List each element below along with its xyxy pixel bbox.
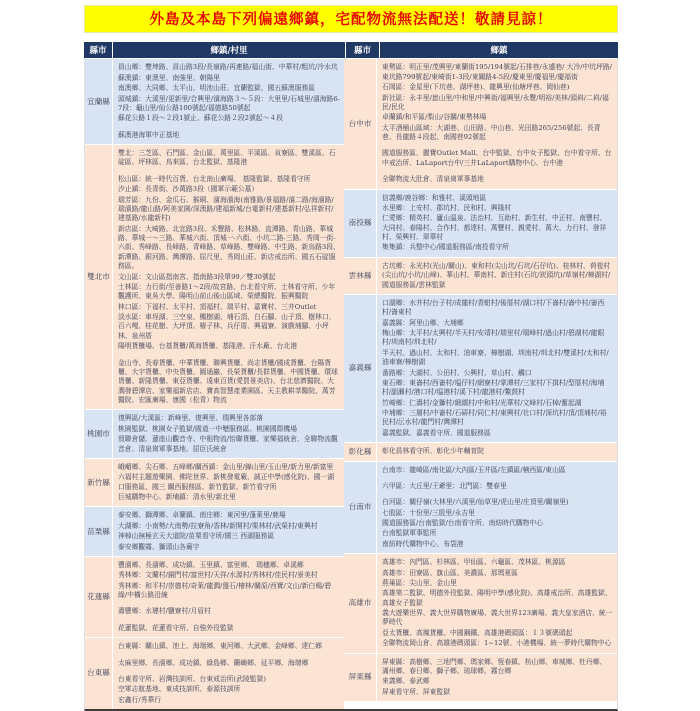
entry-line: 秀林鄉：和平村/崇德村/奇萊/龍澗/盤石/檜林/關原/西寶/文山/新白楊/碧綠/中橫公路沿線 xyxy=(118,581,332,600)
county-section xyxy=(344,442,617,460)
entry-spacer xyxy=(118,125,340,130)
entry-spacer xyxy=(382,169,613,174)
entry-line: 嘉義縣：阿里山鄉、大埔鄉 xyxy=(382,318,464,327)
entry-spacer xyxy=(118,353,340,358)
county-label: 新竹縣 xyxy=(85,459,113,507)
county-label: 嘉義縣 xyxy=(344,295,377,442)
entry-spacer xyxy=(382,476,613,481)
entry-line: 泰安鄉、獅潭鄉、卓蘭鎮、南庄鄉：東河里/蓬萊里/鹿場 xyxy=(118,511,286,520)
entry-line: 文山區：文山區指南宮、指南路3段單99／雙30號起 xyxy=(118,272,276,281)
entry-spacer xyxy=(382,492,613,497)
county-section xyxy=(85,506,344,556)
entry-line: 大湖鄉：小南勢/大南勢/拉寮角/香林/新開村/栗林村/武榮村/東興村 xyxy=(118,521,318,530)
notice-table xyxy=(84,5,618,711)
county-label: 台南市 xyxy=(344,462,377,554)
entry-line: 神棹山無極玄天大道院/苗栗看守所/國三 西湖服務區 xyxy=(118,532,275,541)
entry-line: 六福村主題遊樂園、佛陀世界、新桃發電廠、誠正中學(感化院)、國一湖口服務區、國三 關西服務區、新竹監獄、新竹看守所 xyxy=(118,473,335,491)
header-township-left: 鄉鎮/村里 xyxy=(113,42,346,58)
entry-line: 陽明貨櫃場、台基貨櫃/萬海貨櫃、基隆港、汙水廠、台北港 xyxy=(118,342,298,351)
entry-line: 太麻里鄉、長濱鄉、成功鎮、綠島鄉、蘭嶼鄉、延平鄉、海端鄉 xyxy=(118,658,309,667)
entry-list xyxy=(113,145,344,409)
entry-line: 口湖鄉：水井村/台子村/成龍村/青蚶村/後厝村/湖口村/下崙村/崙中村/崙西村/崙東村 xyxy=(382,298,605,317)
entry-line: 屏東縣：高樹鄉、三地門鄉、瑪家鄉、恆春鎮、枋山鄉、車城鄉、牡丹鄉、滿州鄉、春日鄉、獅子鄉、琉球鄉、霧台鄉 xyxy=(382,657,607,675)
table-header xyxy=(84,42,618,58)
entry-line: 峨嵋鄉、尖石鄉、五峰鄉/關西鎮：金山里/錦山里/玉山里/新力里/新富里 xyxy=(118,462,334,471)
entry-line: 台東看守所、岩灣技訓所、台東戒治所(武陵監獄) xyxy=(118,674,267,683)
entry-line: 番路鄉：大湖村、公田村、公興村、草山村、觸口 xyxy=(382,368,532,377)
county-section xyxy=(344,189,617,257)
entry-line: 台南市：龍崎區/南化區/大內區/玉井區/左鎮區/楠西區/東山區 xyxy=(382,465,566,474)
header-county-left: 縣市 xyxy=(84,42,113,58)
entry-line: 集集鎮：兵整中心/國道服務區/南投看守所 xyxy=(382,243,509,252)
entry-line: 古坑鄉：永光村(光山/關山)、東和村(尖山坑/石坑/石仔坑)、桂林村、荷苞村(尖山坑/小坑/山峰)、華山村、華南村、新庄村(石坑/崁頭坑)/草嶺村/樟湖村/國道服務區/雲林監獄 xyxy=(382,261,611,289)
county-label: 雙北市 xyxy=(85,145,113,409)
entry-line: 梅山鄉：太平村/太興村/半天村/安靖村/瑞里村/瑞峰村/過山村/碧湖村/龍眼村/圳南村/圳北村/ xyxy=(382,329,605,347)
entry-line: 卓蘭鎮/和平區/梨山/谷關/東勢林場 xyxy=(382,113,487,122)
entry-line: 南澳鄉、大同鄉、太平山、明池山莊、宜蘭監獄、國五蘇澳服務區 xyxy=(118,84,316,93)
entry-line: 全聯物流大肚倉、清泉崗軍事基地 xyxy=(382,175,484,184)
entry-line: 國道服務區、麗寶Outlet Mall、台中監獄、台中女子監獄、台中看守所、台中戒治所、LaLaport台中/三井LaLaport購物中心、台中港 xyxy=(382,149,612,167)
entry-line: 宏鑫行/秀華行 xyxy=(118,695,162,704)
county-label: 台東縣 xyxy=(85,638,113,709)
entry-line: 仁愛鄉：精英村、廬山溫泉、法治村、互助村、新生村、中正村、南豐村、大同村、春陽村、合作村、都達村、萬豐村、親愛村、萬大、力行村、發祥村、榮興村、翠華村 xyxy=(382,214,607,242)
entry-list xyxy=(377,295,617,442)
county-section xyxy=(344,257,617,294)
entry-list xyxy=(113,459,344,507)
header-township-right: 鄉鎮 xyxy=(490,46,508,57)
county-section xyxy=(344,653,617,702)
entry-line: 中埔鄉：三層村/中崙村/石硦村/同仁村/東興村/社口村/深坑村/頂/頂埔村/裕民村/沄水村/龍門村/灣潭村 xyxy=(382,409,607,427)
county-section xyxy=(85,458,344,507)
entry-line: 新店區：大崎路、北宜路3段、禾豐路、松林路、直潭路、青山路、華城路、華城一～三路、華城六街、頂城一-六街、小坑二路-三路、秀岡一街-六街、秀峰路、長峰路、青峰路、草峰路、雙峰路、中生路、新烏路3段、新潭路、銀河路、灣潭路、屈尺里、秀岡山莊、新店戒治所、國五石碇服務區。 xyxy=(118,224,340,271)
entry-line: 蘇澳港海軍中正基地 xyxy=(118,130,180,139)
entry-list xyxy=(113,59,344,144)
county-label: 彰化縣 xyxy=(344,443,377,460)
table-body xyxy=(84,58,618,711)
entry-line: 南紡時代購物中心、布袋港 xyxy=(382,539,464,548)
entry-line: 七股區：十份里/三股里/永吉里 xyxy=(382,508,475,517)
entry-list xyxy=(113,557,344,637)
entry-line: 泰安鄉觀霧、獅頭山各廟宇 xyxy=(118,542,200,551)
entry-line: 秀林鄉：文蘭村/銅門村/富世村/天祥/水源村/秀林村/佳民村/景美村 xyxy=(118,571,318,580)
entry-list xyxy=(113,507,344,556)
entry-line: 台南監獄軍事監所 xyxy=(382,529,437,538)
entry-line: 台東縣：關山鎮、池上、海端鄉、東河鄉、大武鄉、金峰鄉、達仁鄉 xyxy=(118,642,322,651)
entry-line: 貿聯倉儲、蓮座山觀音寺、中租物流/怡聯貨櫃、家樂福統倉、全聯物流觀音倉、清泉崗軍事基地、屈臣氏統倉 xyxy=(118,435,338,453)
entry-line: 復興區/大溪區：新峰里、復興里、瑞興里各部落 xyxy=(118,414,264,423)
entry-line: 彰化員林看守所、彰化少年輔育院 xyxy=(382,447,484,456)
entry-line: 亞太貨櫃、高鳳貨櫃、中國鋼鐵、高雄港碼頭區：１３號碼頭起 xyxy=(382,628,573,637)
entry-spacer xyxy=(118,669,340,674)
entry-line: 義大遊樂世界、義大世界購物廣場、義大世界123廣場、義大皇家酒店、統一夢時代 xyxy=(382,609,613,627)
county-label: 雲林縣 xyxy=(344,258,377,294)
entry-line: 桃園監獄、桃園女子監獄/國道一中壢服務區、桃園國際機場 xyxy=(118,424,298,433)
entry-line: 汐止鎮：長青街、沙萬路3段（國軍示範公墓） xyxy=(118,185,259,194)
entry-list xyxy=(377,462,617,554)
entry-line: 嘉義監獄、嘉義看守所、國道服務區 xyxy=(382,428,491,437)
entry-line: 半天村、過山村、太和村、油車寮、樟樹湖、圳南村/圳北村/雙溪村/太和村/油車寮/樟樹湖 xyxy=(382,348,609,367)
page-title: 外島及本島下列偏遠鄉鎮，宅配物流無法配送！敬請見諒！ xyxy=(84,5,618,33)
entry-line: 花蓮監獄、花蓮看守所、自強外役監獄 xyxy=(118,623,234,632)
county-label: 台中市 xyxy=(344,59,377,188)
county-label: 桃園市 xyxy=(85,410,113,458)
entry-line: 雙北：三芝區、石門區、金山區、萬里區、平溪區、貢寮區、雙溪區、石碇區、坪林區、烏來區、台北監獄、基隆港 xyxy=(118,149,336,167)
county-section xyxy=(344,553,617,652)
county-label: 高雄市 xyxy=(344,554,377,652)
entry-line: 壽豐鄉：水璉村/鹽寮村/月眉村 xyxy=(118,607,211,616)
entry-list xyxy=(377,190,617,257)
entry-line: 石岡區：金星里(下坑巷、湖坪巷)、龍興里(仙塘坪巷、岡仙巷) xyxy=(382,83,570,92)
county-section xyxy=(85,58,344,144)
entry-line: 豐濱鄉、長濱鄉、成功鎮、玉里鎮、富里鄉、 瑞穗鄉、卓溪鄉 xyxy=(118,560,304,569)
entry-list xyxy=(377,443,617,460)
entry-line: 高雄市：內門區、杉林區、甲仙區、六龜區、茂林區、桃源區 xyxy=(382,558,566,567)
entry-spacer xyxy=(118,601,340,606)
county-section xyxy=(344,58,617,188)
entry-line: 東勢區：明正里/茂興里/東蘭街195/194號起/石排巷/永盛巷/ 大冷/中坑坪路/東坑路799號起/東崎街1-3段/東關路4-5段/慶東里/慶福里/慶福街 xyxy=(382,63,612,81)
entry-line: 高雄市：田寮區、旗山區、美濃區、那瑪夏區 xyxy=(382,568,518,577)
entry-list xyxy=(113,638,344,709)
entry-line: 太平酒桶山區域：大湖巷、山田路、中山巷、光田路265/256號起、長青巷、長龍路４段起、南國巷92號起 xyxy=(382,123,601,142)
entry-spacer xyxy=(118,653,340,658)
county-section xyxy=(85,556,344,637)
entry-list xyxy=(377,554,617,652)
entry-spacer xyxy=(118,169,340,174)
entry-line: 新社區：永丰里/崑山里/中和里/中興街/福興里/永豐/明裕/美林/頭嵙/二嵙/福民/民化 xyxy=(382,93,609,111)
county-label: 屏東縣 xyxy=(344,654,377,702)
right-column xyxy=(344,58,617,701)
entry-list xyxy=(377,258,617,294)
entry-line: 燕巢區：尖山里、金山里 xyxy=(382,578,457,587)
entry-line: 國道服務區/台南監獄/台南看守所、南紡時代購物中心 xyxy=(382,519,543,528)
entry-line: 東石鄉：東崙村/西崙村/塭仔村/網寮村/掌潭村/三家村/下揖村/型厝村/海埔村/副瀨村/港口村/塭港村/溪下村/龍港村/鰲鼓村 xyxy=(382,378,605,397)
entry-line: 竹崎鄉：仁壽村/金獅村/緞繻村/中和村/光華村/文峰村/石棹/奮起湖 xyxy=(382,398,582,407)
county-section xyxy=(85,409,344,458)
entry-line: 來義鄉、泰武鄉 xyxy=(382,677,430,686)
entry-line: 屏東看守所、屏東監獄 xyxy=(382,687,450,696)
entry-line: 瑞芳區：九份、金瓜石、猴硐、濱海濱海(南雅路/景福路/濱二路/海濱路/瑞濱路/龍山路/阿美家園/深澳路/建福新城/台電新村/建基新村/弘祥新村/建基路/水龍新村) xyxy=(118,195,334,223)
entry-line: 員山鄉：雙埤路、員山路3段/長嶺路/再連路/福山街、中華村/粗坑/冷水坑 xyxy=(118,63,338,72)
county-label: 宜蘭縣 xyxy=(85,59,113,144)
entry-line: 蘇澳鎮：東澳里、南強里、朝陽里 xyxy=(118,73,220,82)
entry-line: 蘇花公路１段～２段1號止、蘇花公路２段2號起～４段 xyxy=(118,114,283,123)
county-label: 花蓮縣 xyxy=(85,557,113,637)
left-column xyxy=(85,58,344,709)
county-section xyxy=(85,637,344,709)
entry-line: 白河區：關仔嶺(大林里/六溪里/仙草里/虎山里/庄頂里/關嶺里) xyxy=(382,498,569,507)
entry-line: 淡水區：車埕湖、三空泉、楓樹湖、埔石頂、白石腳、山子頂、樹林口、百六嘎、桂花樹、大坪頂、椿子林、兵仔厝、興福寮、演戲埔腳、小坪林、泉州厝 xyxy=(118,313,336,340)
entry-list xyxy=(377,654,617,702)
entry-spacer xyxy=(118,618,340,623)
county-label: 南投縣 xyxy=(344,190,377,257)
entry-list xyxy=(377,59,617,188)
entry-line: 士林區：力行街/至善路1～2段/故宮路、台北看守所、士林看守所、少年觀護所、東吳大學、陽明山前山後山區域、榮總醫院、振興醫院 xyxy=(118,282,336,301)
entry-line: 全聯物流岡山倉、高雄港碼頭區：1~12號、小港機場、統一夢時代購物中心 xyxy=(382,639,612,648)
entry-line: 高雄第二監獄、明德外役監獄、陽明中學(感化院)、高雄戒治所、高雄監獄、高雄女子監獄 xyxy=(382,589,612,607)
county-label: 苗栗縣 xyxy=(85,507,113,556)
county-section xyxy=(344,461,617,554)
county-section xyxy=(85,144,344,409)
header-county-right: 縣市 xyxy=(346,42,380,58)
entry-line: 林口區：下福村、太平村、頂福村、瑞平村、嘉寶村、三井Outlet xyxy=(118,302,317,311)
entry-line: 六甲區：大丘里/王爺里：北門區：雙春里 xyxy=(382,481,507,490)
entry-line: 頭城鎮：大溪里/更新里/合興里/濱海路３～５段：大里里/石城里/濱海路6-7段：龜山里/仙公路100號起/福德路50號起 xyxy=(118,94,340,112)
entry-line: 金山寺、長春貨櫃、中華貨櫃、聯興貨櫃、尚志貨櫃/國成貨櫃、台陽貨櫃、大宇貨櫃、中央貨櫃、圓通巖、長榮貨櫃/長群貨櫃、中國貨櫃、環球貨櫃、新隆貨櫃、東亞貨櫃、遠東百貨(愛買景美店)、台北慈濟醫院、大潤發碧潭店、家樂福新店店、寶高智慧產業園區、天主教耕莘醫院、萬芳醫院、宏匯廣場、康國（松青）物流 xyxy=(118,358,338,405)
entry-line: 松山區：統一時代百貨、台北南山廣場、 基隆監獄、基隆看守所 xyxy=(118,174,311,183)
county-section xyxy=(344,294,617,442)
entry-list xyxy=(113,410,344,458)
entry-spacer xyxy=(382,143,613,148)
entry-line: 信義鄉/鹿谷鄉：和雅村、溪頭地區 xyxy=(382,193,487,202)
entry-line: 巨城購物中心、新埔鎮：清水里/新北里 xyxy=(118,493,236,502)
entry-line: 水里鄉：上安村、郡坑村、民和村、興隆村 xyxy=(382,203,512,212)
entry-line: 空軍志航基地、東成技訓所、泰源技訓所 xyxy=(118,685,241,694)
